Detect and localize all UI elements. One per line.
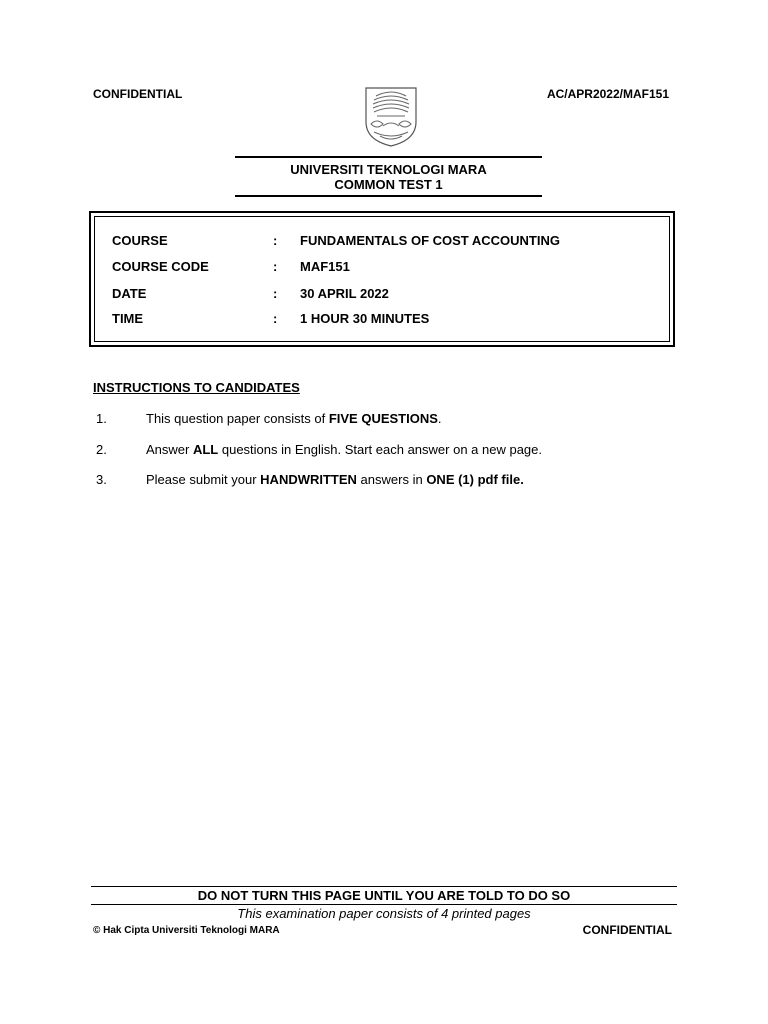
- instruction-number: 2.: [96, 442, 107, 457]
- detail-value: MAF151: [300, 259, 350, 274]
- course-details-box: [89, 211, 675, 347]
- instruction-item: [93, 411, 693, 427]
- instruction-text: This question paper consists of FIVE QUESTIONS.: [146, 411, 442, 426]
- confidential-footer: CONFIDENTIAL: [582, 923, 672, 937]
- detail-separator: :: [273, 259, 278, 274]
- title-top-rule: [235, 156, 542, 158]
- uitm-crest-icon: [362, 86, 420, 148]
- instruction-text: Answer ALL questions in English. Start each answer on a new page.: [146, 442, 543, 457]
- instruction-text: Please submit your HANDWRITTEN answers in ONE (1) pdf file.: [146, 472, 524, 487]
- detail-label: DATE: [112, 286, 147, 301]
- detail-value: 30 APRIL 2022: [300, 286, 389, 301]
- do-not-turn-notice: DO NOT TURN THIS PAGE UNTIL YOU ARE TOLD TO DO SO: [197, 888, 571, 903]
- detail-value: 1 HOUR 30 MINUTES: [300, 311, 430, 326]
- detail-row-date: [95, 286, 669, 302]
- title-bottom-rule: [235, 195, 542, 197]
- instruction-item: [93, 442, 693, 458]
- confidential-header: CONFIDENTIAL: [93, 87, 183, 101]
- instructions-title: INSTRUCTIONS TO CANDIDATES: [93, 380, 300, 395]
- detail-label: COURSE CODE: [112, 259, 209, 274]
- instruction-item: [93, 472, 693, 488]
- detail-row-course: [95, 233, 669, 249]
- footer-bottom-rule: [91, 904, 677, 905]
- footer-top-rule: [91, 886, 677, 887]
- detail-row-time: [95, 311, 669, 327]
- detail-separator: :: [273, 233, 278, 248]
- detail-row-course-code: [95, 259, 669, 275]
- instruction-number: 3.: [96, 472, 107, 487]
- detail-separator: :: [273, 286, 278, 301]
- university-name: UNIVERSITI TEKNOLOGI MARA: [290, 162, 487, 177]
- detail-separator: :: [273, 311, 278, 326]
- copyright: © Hak Cipta Universiti Teknologi MARA: [93, 925, 280, 936]
- detail-label: TIME: [112, 311, 144, 326]
- instruction-number: 1.: [96, 411, 107, 426]
- detail-value: FUNDAMENTALS OF COST ACCOUNTING: [300, 233, 560, 248]
- page-count-note: This examination paper consists of 4 printed pages: [237, 906, 531, 921]
- detail-label: COURSE: [112, 233, 168, 248]
- course-details-inner: [94, 216, 670, 342]
- paper-code: AC/APR2022/MAF151: [546, 87, 669, 101]
- test-name: COMMON TEST 1: [334, 177, 443, 192]
